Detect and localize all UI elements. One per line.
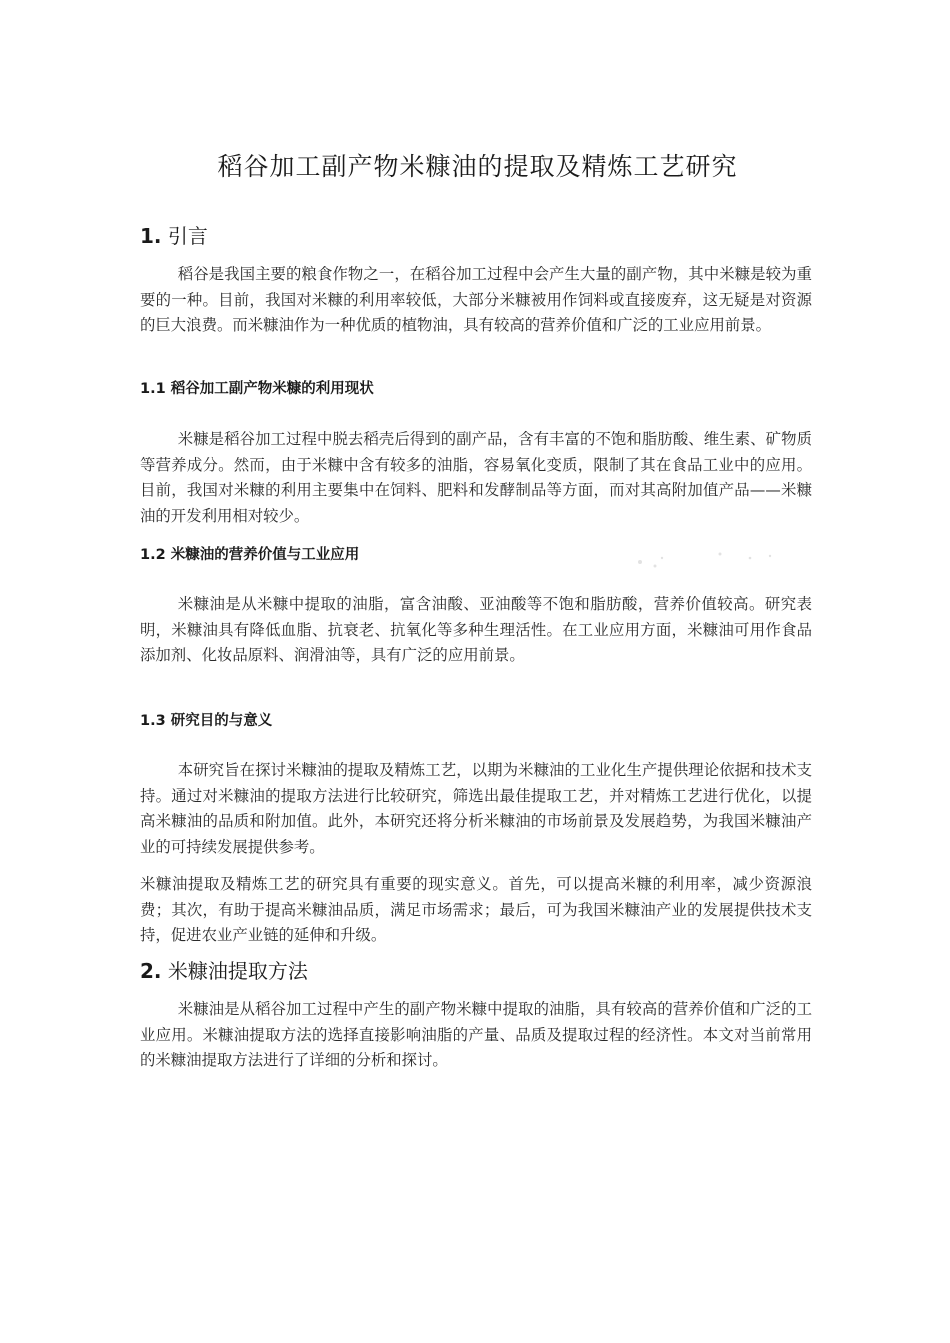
section-number: 1. — [140, 224, 162, 248]
section-heading-2 — [140, 956, 308, 986]
section-1-intro-paragraph: 稻谷是我国主要的粮食作物之一，在稻谷加工过程中会产生大量的副产物，其中米糠是较为重要的一种。目前，我国对米糠的利用率较低，大部分米糠被用作饲料或直接废弃，这无疑是对资源的巨大浪费。而米糠油作为一种优质的植物油，具有较高的营养价值和广泛的工业应用前景。 — [140, 265, 812, 334]
subsection-heading-1-2: 1.2 米糠油的营养价值与工业应用 — [140, 547, 360, 563]
subsection-1-3-extra-paragraph: 米糠油提取及精炼工艺的研究具有重要的现实意义。首先，可以提高米糠的利用率，减少资源浪费；其次，有助于提高米糠油品质，满足市场需求；最后，可为我国米糠油产业的发展提供技术支持，促进农业产业链的延伸和升级。 — [140, 875, 812, 944]
section-title: 引言 — [167, 224, 208, 248]
subsection-heading-1-1: 1.1 稻谷加工副产物米糠的利用现状 — [140, 381, 374, 397]
section-title: 米糠油提取方法 — [167, 959, 308, 983]
section-heading-1 — [140, 221, 208, 251]
section-number: 2. — [140, 959, 162, 983]
page-title: 稻谷加工副产物米糠油的提取及精炼工艺研究 — [217, 152, 738, 181]
subsection-1-3-paragraph: 本研究旨在探讨米糠油的提取及精炼工艺，以期为米糠油的工业化生产提供理论依据和技术支持。通过对米糠油的提取方法进行比较研究，筛选出最佳提取工艺，并对精炼工艺进行优化，以提高米糠油的品质和附加值。此外，本研究还将分析米糠油的市场前景及发展趋势，为我国米糠油产业的可持续发展提供参考。 — [140, 761, 812, 856]
section-2-intro-paragraph: 米糠油是从稻谷加工过程中产生的副产物米糠中提取的油脂，具有较高的营养价值和广泛的工业应用。米糠油提取方法的选择直接影响油脂的产量、品质及提取过程的经济性。本文对当前常用的米糠油提取方法进行了详细的分析和探讨。 — [140, 1000, 812, 1069]
subsection-1-1-paragraph: 米糠是稻谷加工过程中脱去稻壳后得到的副产品，含有丰富的不饱和脂肪酸、维生素、矿物质等营养成分。然而，由于米糠中含有较多的油脂，容易氧化变质，限制了其在食品工业中的应用。目前，我国对米糠的利用主要集中在饲料、肥料和发酵制品等方面，而对其高附加值产品——米糠油的开发利用相对较少。 — [140, 430, 812, 525]
scan-artifact — [600, 540, 790, 580]
subsection-1-2-paragraph: 米糠油是从米糠中提取的油脂，富含油酸、亚油酸等不饱和脂肪酸，营养价值较高。研究表明，米糠油具有降低血脂、抗衰老、抗氧化等多种生理活性。在工业应用方面，米糠油可用作食品添加剂、化妆品原料、润滑油等，具有广泛的应用前景。 — [140, 595, 812, 664]
subsection-heading-1-3: 1.3 研究目的与意义 — [140, 713, 273, 729]
